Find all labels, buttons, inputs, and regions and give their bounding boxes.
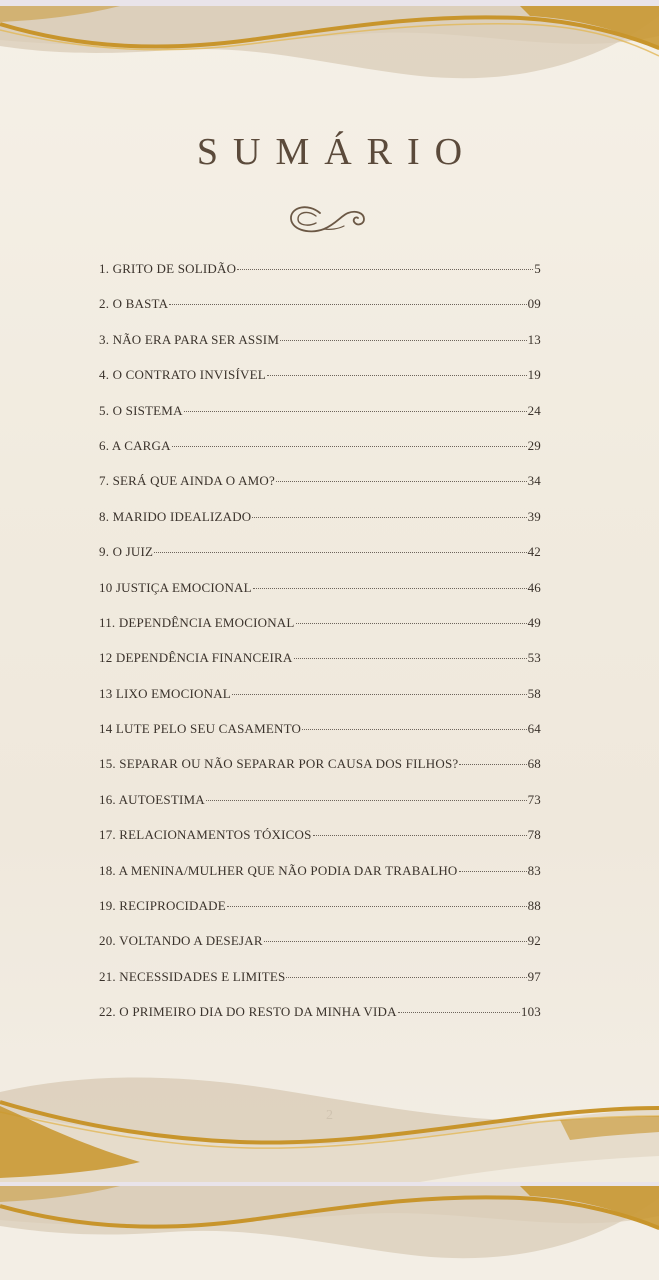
toc-entry [99,509,541,544]
document-page [0,6,659,1182]
toc-entry-page: 97 [527,968,541,984]
toc-entry [99,261,541,296]
toc-entry [99,580,541,615]
toc-entry [99,1004,541,1039]
toc-entry-title: 2. O BASTA [99,296,169,312]
toc-entry-page: 78 [527,827,541,843]
toc-entry-title: 15. SEPARAR OU NÃO SEPARAR POR CAUSA DOS FILHOS? [99,756,459,772]
toc-entry [99,296,541,331]
toc-entry-title: 21. NECESSIDADES E LIMITES [99,968,286,984]
toc-entry-title: 16. AUTOESTIMA [99,791,205,807]
toc-entry-title: 9. O JUIZ [99,544,154,560]
toc-entry-page: 88 [527,898,541,914]
toc-entry [99,367,541,402]
dot-leader [154,552,526,553]
toc-entry-title: 5. O SISTEMA [99,402,183,418]
page-title: SUMÁRIO [196,131,478,173]
dot-leader [294,658,527,659]
dot-leader [206,800,527,801]
toc-entry-page: 39 [527,508,541,524]
toc-entry-title: 1. GRITO DE SOLIDÃO [99,261,237,276]
toc-entry-title: 12 DEPENDÊNCIA FINANCEIRA [99,650,293,666]
next-page-wave-decoration [0,1186,659,1280]
toc-entry-page: 83 [527,862,541,878]
table-of-contents [99,261,541,1040]
toc-entry [99,615,541,650]
toc-entry-title: 7. SERÁ QUE AINDA O AMO? [99,473,275,489]
dot-leader [252,517,526,518]
dot-leader [172,446,527,447]
dot-leader [276,481,527,482]
dot-leader [280,340,527,341]
toc-entry-page: 42 [527,544,541,560]
toc-entry [99,792,541,827]
toc-entry-title: 3. NÃO ERA PARA SER ASSIM [99,331,280,347]
dot-leader [296,623,527,624]
toc-entry-title: 18. A MENINA/MULHER QUE NÃO PODIA DAR TRABALHO [99,862,458,878]
toc-entry-title: 14 LUTE PELO SEU CASAMENTO [99,721,302,737]
dot-leader [227,906,527,907]
dot-leader [398,1012,520,1013]
dot-leader [253,588,527,589]
toc-entry [99,898,541,933]
toc-entry [99,650,541,685]
toc-entry-title: 17. RELACIONAMENTOS TÓXICOS [99,827,312,843]
next-page-preview [0,1186,659,1280]
toc-entry [99,969,541,1004]
dot-leader [459,764,526,765]
toc-entry-page: 58 [527,685,541,701]
toc-entry-page: 53 [527,650,541,666]
toc-entry-title: 19. RECIPROCIDADE [99,898,226,914]
toc-entry-page: 29 [527,437,541,453]
dot-leader [184,411,527,412]
dot-leader [302,729,526,730]
toc-entry [99,544,541,579]
toc-entry-page: 73 [527,791,541,807]
toc-entry-title: 22. O PRIMEIRO DIA DO RESTO DA MINHA VIDA [99,1004,397,1020]
dot-leader [237,269,533,270]
dot-leader [459,871,527,872]
toc-entry-title: 4. O CONTRATO INVISÍVEL [99,367,266,383]
toc-entry-title: 20. VOLTANDO A DESEJAR [99,933,263,949]
dot-leader [286,977,526,978]
toc-entry [99,438,541,473]
toc-entry-page: 103 [520,1004,541,1020]
toc-entry-page: 13 [527,331,541,347]
toc-entry-title: 13 LIXO EMOCIONAL [99,685,231,701]
toc-entry [99,827,541,862]
toc-entry-page: 24 [527,402,541,418]
dot-leader [313,835,527,836]
toc-entry [99,332,541,367]
toc-entry-page: 46 [527,579,541,595]
toc-entry-title: 11. DEPENDÊNCIA EMOCIONAL [99,614,295,630]
toc-entry-page: 92 [527,933,541,949]
toc-entry-page: 64 [527,721,541,737]
toc-entry [99,933,541,968]
dot-leader [267,375,527,376]
dot-leader [169,304,526,305]
toc-entry-page: 5 [534,261,541,276]
top-wave-decoration [0,6,659,116]
toc-entry-title: 10 JUSTIÇA EMOCIONAL [99,579,252,595]
toc-entry-page: 68 [527,756,541,772]
toc-entry [99,403,541,438]
dot-leader [232,694,527,695]
toc-entry [99,473,541,508]
toc-entry [99,756,541,791]
toc-entry-page: 19 [527,367,541,383]
toc-entry-page: 09 [527,296,541,312]
toc-entry-title: 6. A CARGA [99,437,171,453]
toc-entry-title: 8. MARIDO IDEALIZADO [99,508,252,524]
dot-leader [264,941,527,942]
bottom-wave-decoration [0,1072,659,1182]
toc-entry [99,686,541,721]
toc-entry-page: 49 [527,614,541,630]
toc-entry-page: 34 [527,473,541,489]
toc-entry [99,721,541,756]
flourish-ornament-icon [286,199,370,239]
toc-entry [99,863,541,898]
